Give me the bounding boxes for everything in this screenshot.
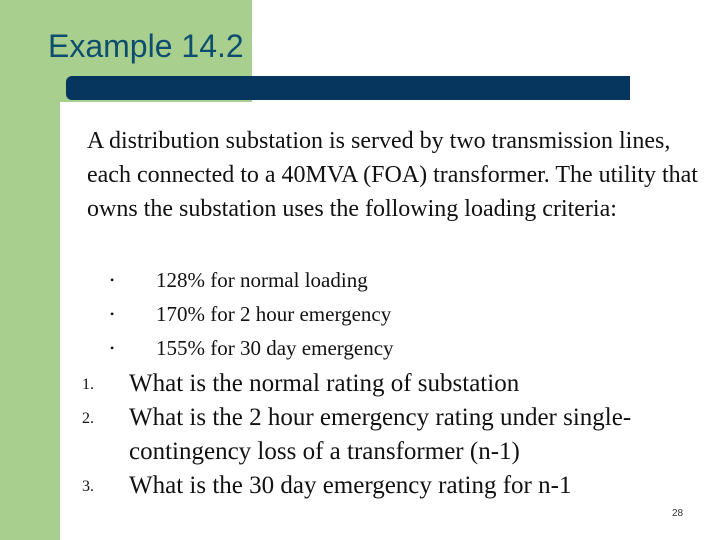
question-number: 2. [82,410,94,427]
bullet-icon: • [110,341,115,355]
question-item [60,469,709,503]
question-number: 1. [82,376,94,393]
question-text: What is the normal rating of substation [129,370,520,397]
criteria-text: 155% for 30 day emergency [156,336,394,360]
slide-content [60,102,720,540]
question-text: What is the 30 day emergency rating for n-1 [129,472,572,499]
criteria-text: 170% for 2 hour emergency [156,302,392,326]
decorative-green-strip [0,102,60,540]
slide-title: Example 14.2 [48,28,244,64]
page-number: 28 [672,508,684,519]
intro-paragraph: A distribution substation is served by two transmission lines, each connected to a 40MVA (FOA) transformer. The utility that owns the substation uses the following loading criteria: [87,128,698,222]
criteria-text: 128% for normal loading [156,268,368,292]
question-item [60,401,709,469]
question-item [60,367,709,401]
questions-list [60,367,709,503]
question-text: What is the 2 hour emergency rating under single-contingency loss of a transformer (n-1) [129,404,632,465]
bullet-icon: • [110,307,115,321]
bullet-icon: • [110,273,115,287]
question-number: 3. [82,478,94,495]
title-underline-bar [66,76,630,100]
